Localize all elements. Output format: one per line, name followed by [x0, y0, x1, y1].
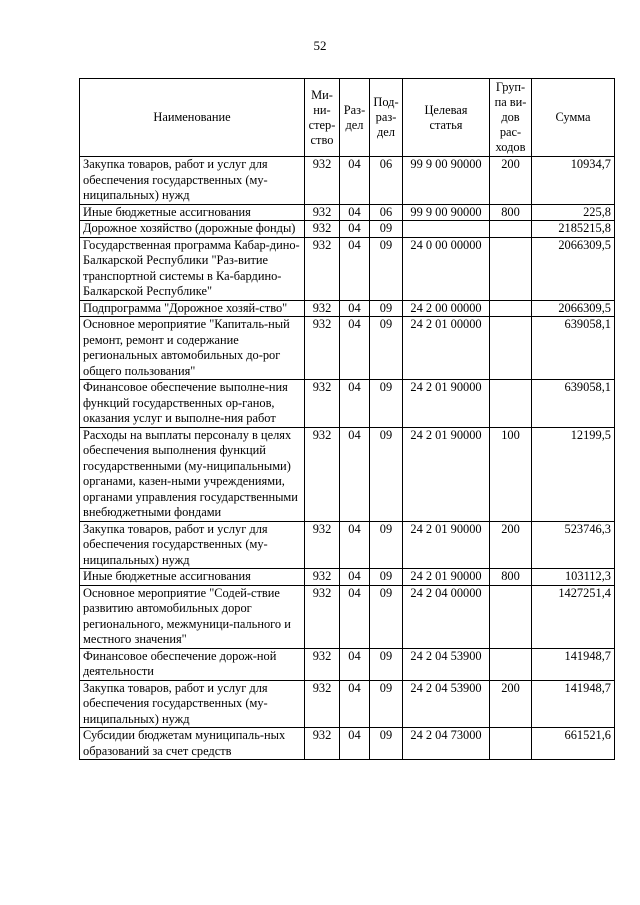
cell-amount: 523746,3 [532, 521, 615, 569]
header-row [80, 79, 615, 157]
cell-subsection: 09 [370, 380, 403, 428]
cell-name: Финансовое обеспечение дорож-ной деятельности [80, 648, 305, 680]
cell-ministry: 932 [305, 728, 340, 760]
cell-target: 24 2 00 00000 [403, 300, 490, 317]
table-row [80, 427, 615, 521]
cell-ministry: 932 [305, 221, 340, 238]
cell-amount: 639058,1 [532, 380, 615, 428]
cell-target: 24 2 01 90000 [403, 427, 490, 521]
cell-target: 24 2 04 73000 [403, 728, 490, 760]
cell-group [490, 300, 532, 317]
header-ministry: Ми- ни- стер- ство [305, 79, 340, 157]
cell-amount: 1427251,4 [532, 585, 615, 648]
cell-target: 24 2 04 53900 [403, 648, 490, 680]
cell-ministry: 932 [305, 317, 340, 380]
table-row [80, 317, 615, 380]
cell-ministry: 932 [305, 380, 340, 428]
cell-amount: 2066309,5 [532, 300, 615, 317]
cell-target: 24 2 04 53900 [403, 680, 490, 728]
table-row [80, 157, 615, 205]
cell-ministry: 932 [305, 569, 340, 586]
table-row [80, 648, 615, 680]
cell-ministry: 932 [305, 204, 340, 221]
cell-ministry: 932 [305, 300, 340, 317]
cell-group [490, 585, 532, 648]
cell-subsection: 09 [370, 648, 403, 680]
cell-ministry: 932 [305, 680, 340, 728]
cell-section: 04 [340, 317, 370, 380]
cell-amount: 10934,7 [532, 157, 615, 205]
table-row [80, 585, 615, 648]
cell-subsection: 09 [370, 569, 403, 586]
table-row [80, 380, 615, 428]
table-row [80, 237, 615, 300]
cell-section: 04 [340, 204, 370, 221]
cell-amount: 141948,7 [532, 648, 615, 680]
cell-ministry: 932 [305, 237, 340, 300]
cell-amount: 639058,1 [532, 317, 615, 380]
cell-section: 04 [340, 221, 370, 238]
cell-subsection: 09 [370, 521, 403, 569]
cell-name: Иные бюджетные ассигнования [80, 569, 305, 586]
cell-target: 24 2 01 90000 [403, 380, 490, 428]
cell-section: 04 [340, 521, 370, 569]
cell-ministry: 932 [305, 427, 340, 521]
cell-target: 99 9 00 90000 [403, 204, 490, 221]
cell-target: 24 2 04 00000 [403, 585, 490, 648]
page-number: 52 [313, 38, 327, 53]
cell-target: 24 0 00 00000 [403, 237, 490, 300]
table-row [80, 728, 615, 760]
cell-section: 04 [340, 680, 370, 728]
table-row [80, 680, 615, 728]
cell-group: 200 [490, 157, 532, 205]
cell-name: Дорожное хозяйство (дорожные фонды) [80, 221, 305, 238]
cell-section: 04 [340, 300, 370, 317]
cell-amount: 2066309,5 [532, 237, 615, 300]
cell-amount: 661521,6 [532, 728, 615, 760]
cell-subsection: 09 [370, 221, 403, 238]
cell-name: Иные бюджетные ассигнования [80, 204, 305, 221]
cell-name: Закупка товаров, работ и услуг для обеспечения государственных (му-ниципальных) нужд [80, 157, 305, 205]
cell-name: Финансовое обеспечение выполне-ния функций государственных ор-ганов, оказания услуг и выполне-ния работ [80, 380, 305, 428]
cell-group [490, 221, 532, 238]
cell-section: 04 [340, 237, 370, 300]
cell-target: 24 2 01 00000 [403, 317, 490, 380]
cell-section: 04 [340, 728, 370, 760]
cell-subsection: 06 [370, 204, 403, 221]
cell-section: 04 [340, 569, 370, 586]
cell-amount: 225,8 [532, 204, 615, 221]
cell-ministry: 932 [305, 157, 340, 205]
cell-name: Субсидии бюджетам муниципаль-ных образований за счет средств [80, 728, 305, 760]
cell-name: Расходы на выплаты персоналу в целях обеспечения выполнения функций государственными (му-ниципальными) органами, казен-ными учреждениями, органами управления государственными внебюджетными фондами [80, 427, 305, 521]
cell-target: 99 9 00 90000 [403, 157, 490, 205]
cell-group: 800 [490, 569, 532, 586]
cell-section: 04 [340, 427, 370, 521]
cell-section: 04 [340, 585, 370, 648]
cell-group: 200 [490, 521, 532, 569]
header-section: Раз- дел [340, 79, 370, 157]
cell-subsection: 09 [370, 427, 403, 521]
cell-ministry: 932 [305, 521, 340, 569]
cell-group [490, 317, 532, 380]
header-name: Наименование [80, 79, 305, 157]
cell-section: 04 [340, 157, 370, 205]
cell-name: Государственная программа Кабар-дино-Балкарской Республики "Раз-витие транспортной системы в Ка-бардино-Балкарской Республике" [80, 237, 305, 300]
cell-ministry: 932 [305, 585, 340, 648]
cell-group [490, 380, 532, 428]
cell-amount: 103112,3 [532, 569, 615, 586]
cell-subsection: 06 [370, 157, 403, 205]
cell-name: Основное мероприятие "Капиталь-ный ремонт, ремонт и содержание региональных автомобильных до-рог общего пользования" [80, 317, 305, 380]
table-row [80, 221, 615, 238]
cell-section: 04 [340, 380, 370, 428]
table-row [80, 300, 615, 317]
cell-group: 100 [490, 427, 532, 521]
cell-group: 800 [490, 204, 532, 221]
cell-name: Закупка товаров, работ и услуг для обеспечения государственных (му-ниципальных) нужд [80, 680, 305, 728]
budget-table [79, 78, 615, 760]
cell-subsection: 09 [370, 237, 403, 300]
table-row [80, 204, 615, 221]
cell-target: 24 2 01 90000 [403, 521, 490, 569]
cell-group: 200 [490, 680, 532, 728]
cell-ministry: 932 [305, 648, 340, 680]
cell-subsection: 09 [370, 728, 403, 760]
cell-target: 24 2 01 90000 [403, 569, 490, 586]
cell-name: Основное мероприятие "Содей-ствие развитию автомобильных дорог регионального, межмуници-пального и местного значения" [80, 585, 305, 648]
cell-name: Закупка товаров, работ и услуг для обеспечения государственных (му-ниципальных) нужд [80, 521, 305, 569]
header-subsection: Под- раз- дел [370, 79, 403, 157]
cell-group [490, 237, 532, 300]
cell-group [490, 728, 532, 760]
cell-subsection: 09 [370, 300, 403, 317]
cell-amount: 141948,7 [532, 680, 615, 728]
cell-group [490, 648, 532, 680]
cell-target [403, 221, 490, 238]
table-row [80, 521, 615, 569]
cell-amount: 2185215,8 [532, 221, 615, 238]
cell-section: 04 [340, 648, 370, 680]
cell-name: Подпрограмма "Дорожное хозяй-ство" [80, 300, 305, 317]
table-body [80, 157, 615, 760]
header-group: Груп- па ви- дов рас- ходов [490, 79, 532, 157]
header-amount: Сумма [532, 79, 615, 157]
cell-subsection: 09 [370, 317, 403, 380]
cell-amount: 12199,5 [532, 427, 615, 521]
header-target: Целевая статья [403, 79, 490, 157]
cell-subsection: 09 [370, 585, 403, 648]
table-row [80, 569, 615, 586]
cell-subsection: 09 [370, 680, 403, 728]
